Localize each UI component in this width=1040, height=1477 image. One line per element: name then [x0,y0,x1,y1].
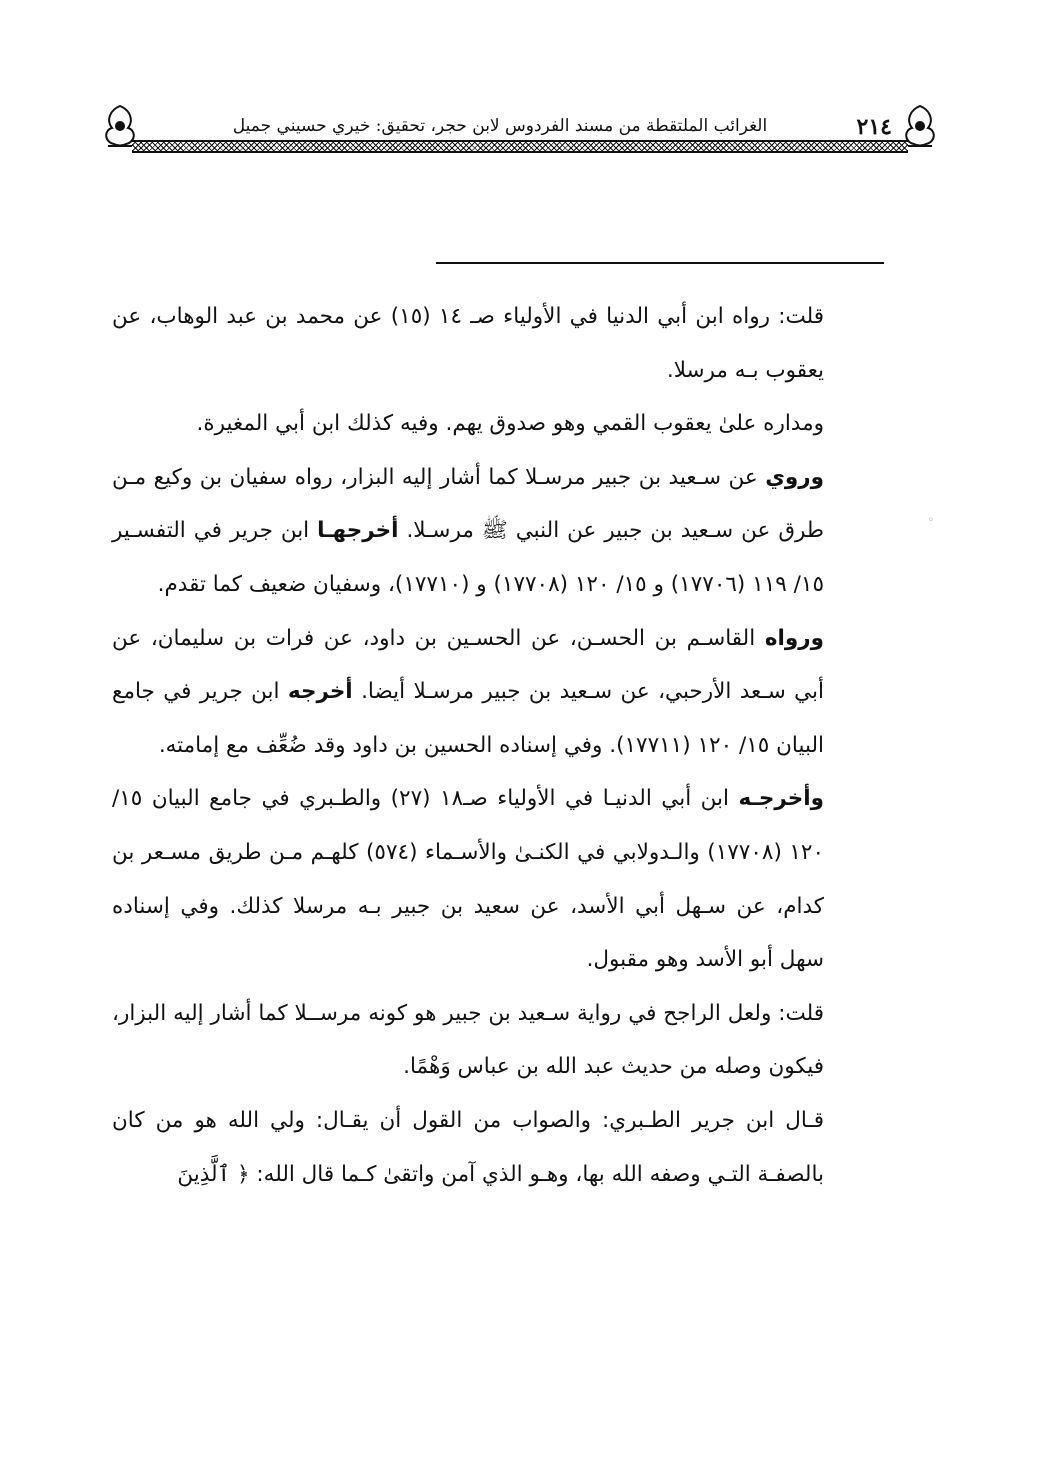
paragraph [112,612,824,773]
paragraph: قلت: ولعل الراجح في رواية سـعيد بن جبير هو كونه مرســلا كما أشار إليه البزار، فيكون وصله من حديث عبد الله بن عباس وَهْمًا. [112,1000,824,1080]
paragraph-text: ابن جرير في التفسـير ١٥/ ١١٩ (١٧٧٠٦) و ١٥/ ١٢٠ (١٧٧٠٨) و (١٧٧١٠)، وسفيان ضعيف كما تقدم. [112,518,824,597]
running-title: الغرائب الملتقطة من مسند الفردوس لابن حجر، تحقيق: خيري حسيني جميل [232,116,768,136]
lead-word: وروي [765,464,824,490]
paragraph-text: القاسـم بن الحسـن، عن الحسـين بن داود، عن فرات بن سليمان، عن أبي سـعد الأرحبي، عن سـعيد بن جبير مرسـلا أيضا. [112,625,824,705]
page-number: ٢١٤ [856,114,892,140]
lead-word: وأخرجـه [738,786,824,812]
separator-line [436,262,884,264]
paragraph [112,451,824,612]
paragraph-text: ابن جرير في جامع البيان ١٥/ ١٢٠ (١٧٧١١). وفي إسناده الحسين بن داود وقد ضُعِّف مع إمامته. [112,679,824,758]
paragraph [112,772,824,986]
paragraph: قلت: رواه ابن أبي الدنيا في الأولياء صـ ١٤ (١٥) عن محمد بن عبد الوهاب، عن يعقوب بـه مرسلا. [112,304,824,383]
lead-word: ورواه [764,625,824,651]
margin-mark: ◦ [928,515,934,526]
bold-word: أخرجهـا [317,518,399,544]
floral-ornament-icon [100,102,140,148]
paragraph-text: عن سـعيد بن جبير مرسـلا كما أشار إليه البزار، رواه سفيان بن وكيع مـن طرق عن سـعيد بن جبير عن النبي ﷺ مرسـلا. [112,464,824,544]
body-text [112,290,824,1201]
paragraph: قـال ابن جرير الطـبري: والصواب من القول أن يقـال: ولي الله هو من كان بالصفـة التـي وصفه الله بها، وهـو الذي آمن واتقىٰ كـما قال الله: ﴿ ٱلَّذِينَ [112,1107,824,1187]
header-rule [132,140,908,153]
paragraph-text: ابن أبي الدنيـا في الأولياء صـ١٨ (٢٧) والطـبري في جامع البيان ١٥/ ١٢٠ (١٧٧٠٨) والـدولابي في الكنـىٰ والأسـماء (٥٧٤) كلهـم مـن طريق مسـعر بن كدام، عن سـهل أبي الأسد، عن سعيد بن جبير بـه مرسلا كذلك. وفي إسناده سهل أبو الأسد وهو مقبول. [112,786,824,973]
paragraph: ومداره علىٰ يعقوب القمي وهو صدوق يهم. وفيه كذلك ابن أبي المغيرة. [196,411,824,437]
page-header [100,100,940,154]
bold-word: أخرجه [287,679,353,705]
